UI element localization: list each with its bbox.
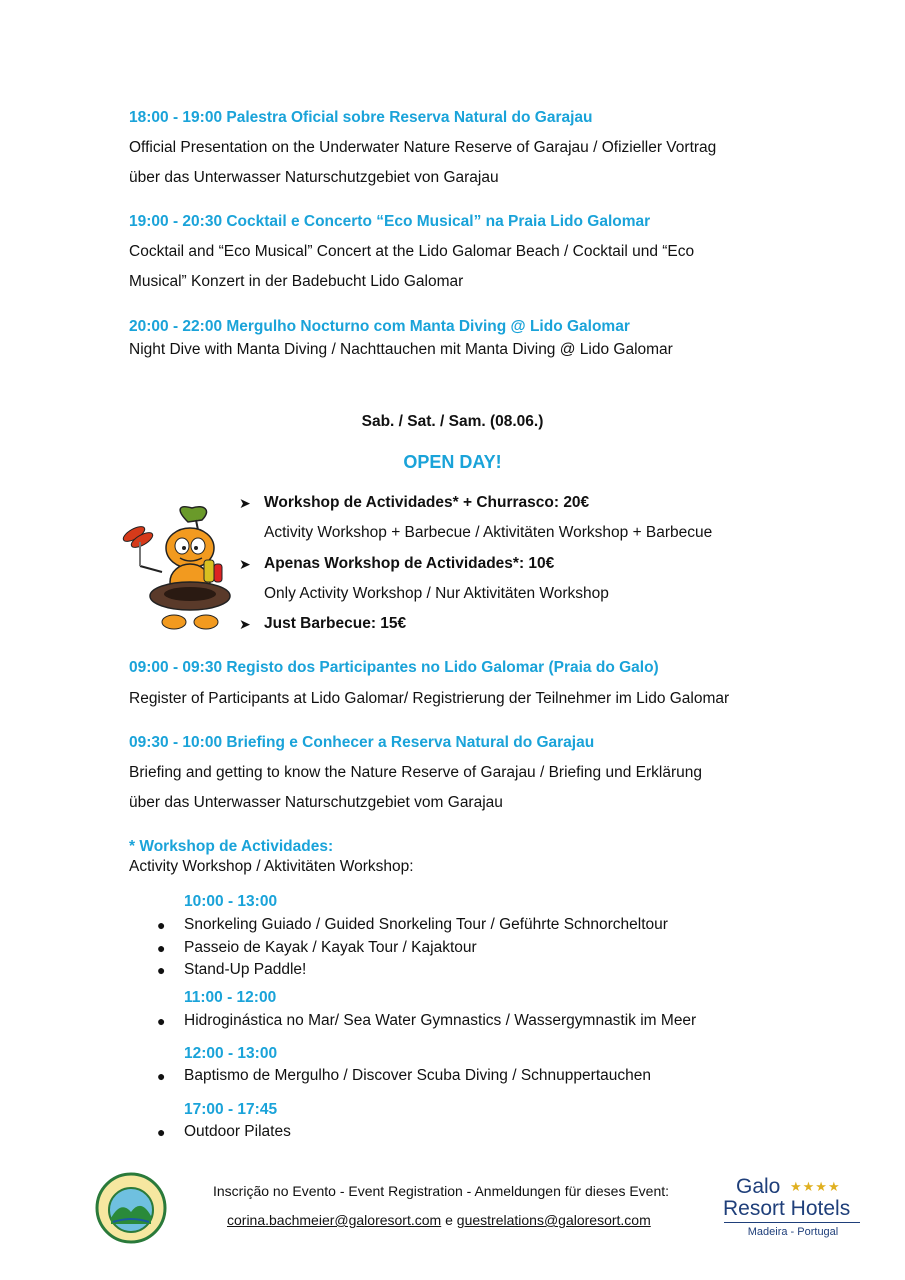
text-line: Cocktail and “Eco Musical” Concert at the Lido Galomar Beach / Cocktail und “Eco: [129, 243, 695, 260]
logo-brand-resort: Resort Hotels: [723, 1197, 851, 1220]
parque-natural-logo: [95, 1172, 167, 1244]
logo-brand-galo: Galo: [736, 1175, 781, 1198]
text-line: über das Unterwasser Naturschutzgebiet von Garajau: [129, 169, 499, 186]
text-line: über das Unterwasser Naturschutzgebiet vom Garajau: [129, 794, 503, 811]
cat-mascot-image: [118, 500, 236, 636]
bullet-dot-icon: ●: [157, 1068, 166, 1084]
offer-label: Workshop de Actividades* + Churrasco: 20€: [264, 494, 590, 511]
text-line: Night Dive with Manta Diving / Nachttauchen mit Manta Diving @ Lido Galomar: [129, 341, 673, 358]
logo-stars-icon: ★★★★: [790, 1179, 841, 1194]
open-day-title: OPEN DAY!: [403, 452, 502, 472]
heading-night-dive: 20:00 - 22:00 Mergulho Nocturno com Manta Diving @ Lido Galomar: [129, 318, 630, 335]
heading-cocktail: 19:00 - 20:30 Cocktail e Concerto “Eco Musical” na Praia Lido Galomar: [129, 213, 651, 230]
offer-description: Activity Workshop + Barbecue / Aktivitäten Workshop + Barbecue: [264, 524, 713, 541]
slot-time: 17:00 - 17:45: [184, 1101, 278, 1118]
activity-item: Baptismo de Mergulho / Discover Scuba Diving / Schnuppertauchen: [184, 1067, 651, 1084]
text-line: Register of Participants at Lido Galomar/ Registrierung der Teilnehmer im Lido Galomar: [129, 690, 730, 707]
offer-label: Just Barbecue: 15€: [264, 615, 407, 632]
bullet-dot-icon: ●: [157, 1013, 166, 1029]
bullet-dot-icon: ●: [157, 940, 166, 956]
email-joiner: e: [441, 1212, 457, 1228]
galo-resort-logo: [718, 1176, 868, 1242]
arrow-bullet-icon: ➤: [239, 616, 251, 632]
bullet-dot-icon: ●: [157, 1124, 166, 1140]
slot-time: 12:00 - 13:00: [184, 1045, 278, 1062]
logo-location: Madeira - Portugal: [747, 1226, 839, 1238]
heading-workshop: * Workshop de Actividades:: [129, 838, 334, 855]
text-line: Official Presentation on the Underwater Nature Reserve of Garajau / Ofizieller Vortrag: [129, 139, 717, 156]
offer-description: Only Activity Workshop / Nur Aktivitäten Workshop: [264, 585, 609, 602]
contact-emails: [227, 1210, 651, 1230]
text-line: Briefing and getting to know the Nature Reserve of Garajau / Briefing und Erklärung: [129, 764, 702, 781]
heading-palestra: 18:00 - 19:00 Palestra Oficial sobre Reserva Natural do Garajau: [129, 109, 593, 126]
arrow-bullet-icon: ➤: [239, 495, 251, 511]
activity-item: Snorkeling Guiado / Guided Snorkeling Tour / Geführte Schnorcheltour: [184, 916, 668, 933]
logo-divider: [724, 1222, 860, 1223]
activity-item: Passeio de Kayak / Kayak Tour / Kajaktour: [184, 939, 477, 956]
bullet-dot-icon: ●: [157, 962, 166, 978]
activity-item: Stand-Up Paddle!: [184, 961, 307, 978]
slot-time: 10:00 - 13:00: [184, 893, 278, 910]
heading-registration: 09:00 - 09:30 Registo dos Participantes no Lido Galomar (Praia do Galo): [129, 659, 659, 676]
arrow-bullet-icon: ➤: [239, 556, 251, 572]
bullet-dot-icon: ●: [157, 917, 166, 933]
activity-item: Hidroginástica no Mar/ Sea Water Gymnastics / Wassergymnastik im Meer: [184, 1012, 697, 1029]
email-link-guestrelations[interactable]: guestrelations@galoresort.com: [456, 1212, 651, 1228]
registration-text: Inscrição no Evento - Event Registration - Anmeldungen für dieses Event:: [213, 1183, 670, 1199]
text-line: Musical” Konzert in der Badebucht Lido Galomar: [129, 273, 464, 290]
heading-briefing: 09:30 - 10:00 Briefing e Conhecer a Reserva Natural do Garajau: [129, 734, 595, 751]
email-link-corina[interactable]: corina.bachmeier@galoresort.com: [227, 1212, 442, 1228]
offer-label: Apenas Workshop de Actividades*: 10€: [264, 555, 555, 572]
day-date: Sab. / Sat. / Sam. (08.06.): [361, 413, 544, 430]
slot-time: 11:00 - 12:00: [184, 989, 277, 1006]
text-line: Activity Workshop / Aktivitäten Workshop:: [129, 858, 414, 875]
activity-item: Outdoor Pilates: [184, 1123, 291, 1140]
